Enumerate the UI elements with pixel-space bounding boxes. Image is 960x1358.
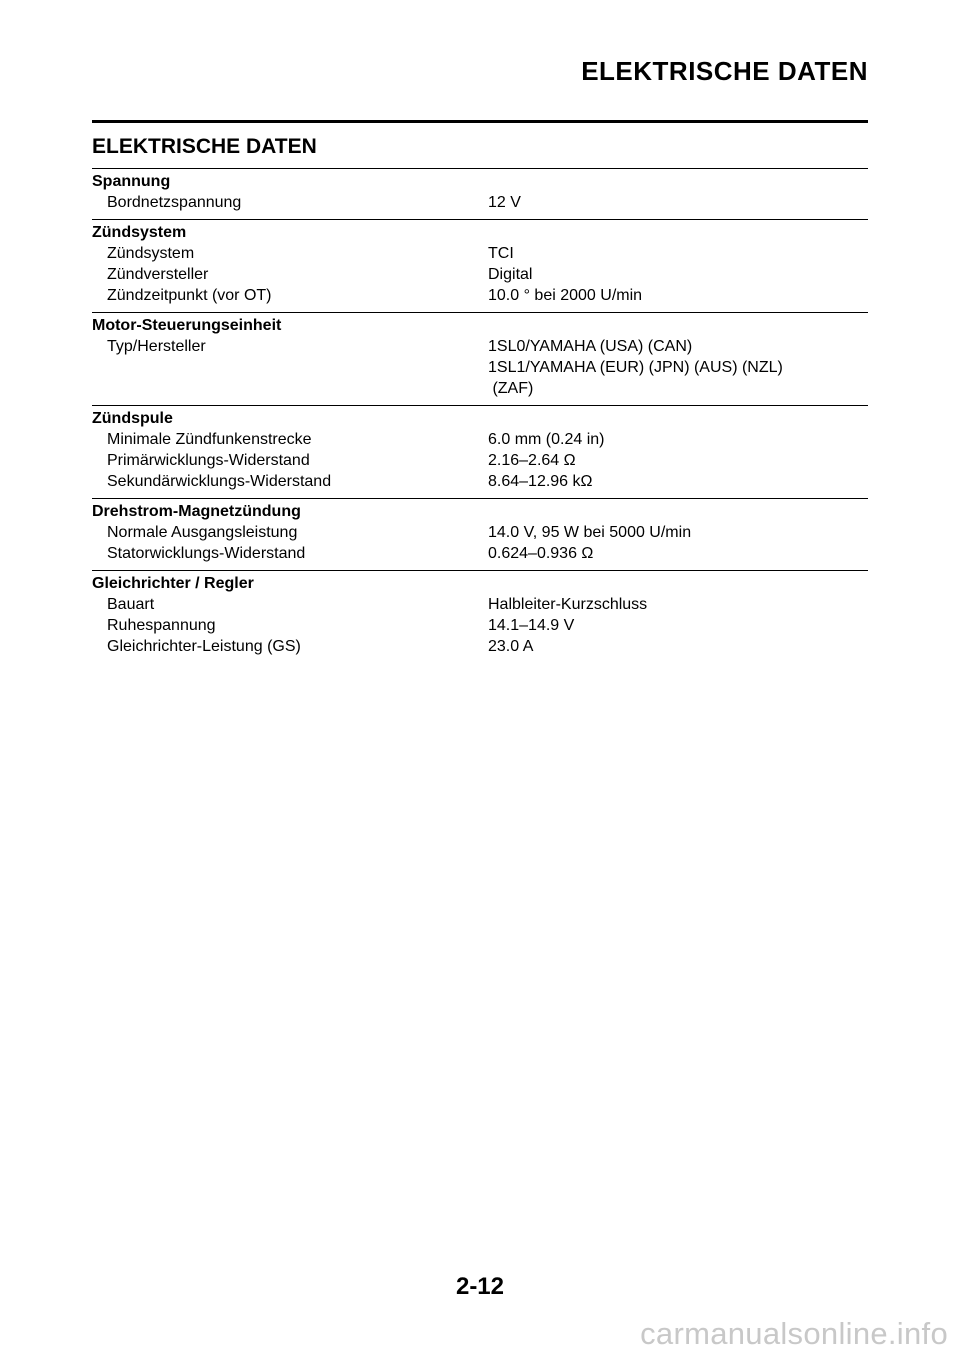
spec-value-line: (ZAF): [488, 380, 534, 397]
spec-value: [488, 522, 868, 543]
spec-value-line: 8.64–12.96 kΩ: [488, 473, 593, 490]
spec-label: Typ/Hersteller: [107, 338, 206, 355]
spec-row: [92, 594, 868, 615]
spec-row: [92, 615, 868, 636]
spec-label: Normale Ausgangsleistung: [107, 524, 298, 541]
spec-group: [92, 405, 868, 498]
spec-group-title: Drehstrom-Magnetzündung: [92, 503, 301, 520]
spec-row: [92, 429, 868, 450]
spec-value: [488, 615, 868, 636]
spec-group-title: Gleichrichter / Regler: [92, 575, 254, 592]
spec-label: Primärwicklungs-Widerstand: [107, 452, 310, 469]
spec-group-title: Spannung: [92, 173, 171, 190]
spec-value-line: 14.1–14.9 V: [488, 617, 575, 634]
section-title: ELEKTRISCHE DATEN: [92, 135, 317, 158]
spec-label: Zündsystem: [107, 245, 195, 262]
spec-label: Sekundärwicklungs-Widerstand: [107, 473, 332, 490]
spec-value: [488, 285, 868, 306]
spec-label: Statorwicklungs-Widerstand: [107, 545, 306, 562]
spec-row: [92, 243, 868, 264]
spec-group: [92, 168, 868, 219]
spec-group: [92, 312, 868, 405]
spec-value: [488, 192, 868, 213]
spec-group-title: Zündsystem: [92, 224, 187, 241]
spec-value-line: 23.0 A: [488, 638, 534, 655]
spec-value: [488, 594, 868, 615]
spec-value-line: TCI: [488, 245, 514, 262]
spec-value-line: 6.0 mm (0.24 in): [488, 431, 605, 448]
spec-value-line: 0.624–0.936 Ω: [488, 545, 594, 562]
spec-table: [92, 168, 868, 663]
spec-row: [92, 285, 868, 306]
spec-group-title: Zündspule: [92, 410, 173, 427]
running-header-title: ELEKTRISCHE DATEN: [581, 56, 868, 86]
spec-value-line: 10.0 ° bei 2000 U/min: [488, 287, 643, 304]
spec-label: Zündzeitpunkt (vor OT): [107, 287, 272, 304]
spec-row: [92, 522, 868, 543]
spec-row: [92, 471, 868, 492]
spec-value: [488, 543, 868, 564]
spec-group: [92, 498, 868, 570]
spec-value-line: 14.0 V, 95 W bei 5000 U/min: [488, 524, 692, 541]
spec-label: Minimale Zündfunkenstrecke: [107, 431, 312, 448]
spec-value-line: 2.16–2.64 Ω: [488, 452, 576, 469]
spec-row: [92, 192, 868, 213]
spec-value: [488, 429, 868, 450]
spec-row: [92, 336, 868, 399]
spec-label: Ruhespannung: [107, 617, 216, 634]
spec-value: [488, 636, 868, 657]
spec-value: [488, 336, 868, 399]
spec-value: [488, 264, 868, 285]
spec-value-line: 1SL0/YAMAHA (USA) (CAN): [488, 338, 693, 355]
spec-group-title: Motor-Steuerungseinheit: [92, 317, 282, 334]
spec-label: Zündversteller: [107, 266, 209, 283]
spec-value-line: Halbleiter-Kurzschluss: [488, 596, 648, 613]
spec-group: [92, 570, 868, 663]
spec-row: [92, 543, 868, 564]
spec-value: [488, 471, 868, 492]
spec-row: [92, 264, 868, 285]
spec-row: [92, 450, 868, 471]
spec-value-line: Digital: [488, 266, 533, 283]
spec-value: [488, 450, 868, 471]
spec-value: [488, 243, 868, 264]
page-number: 2-12: [455, 1273, 505, 1300]
watermark: carmanualsonline.info: [640, 1316, 948, 1351]
spec-label: Bordnetzspannung: [107, 194, 242, 211]
spec-label: Gleichrichter-Leistung (GS): [107, 638, 301, 655]
spec-value-line: 12 V: [488, 194, 521, 211]
spec-group: [92, 219, 868, 312]
spec-label: Bauart: [107, 596, 155, 613]
header-rule: [92, 120, 868, 123]
spec-row: [92, 636, 868, 657]
spec-value-line: 1SL1/YAMAHA (EUR) (JPN) (AUS) (NZL): [488, 359, 783, 376]
